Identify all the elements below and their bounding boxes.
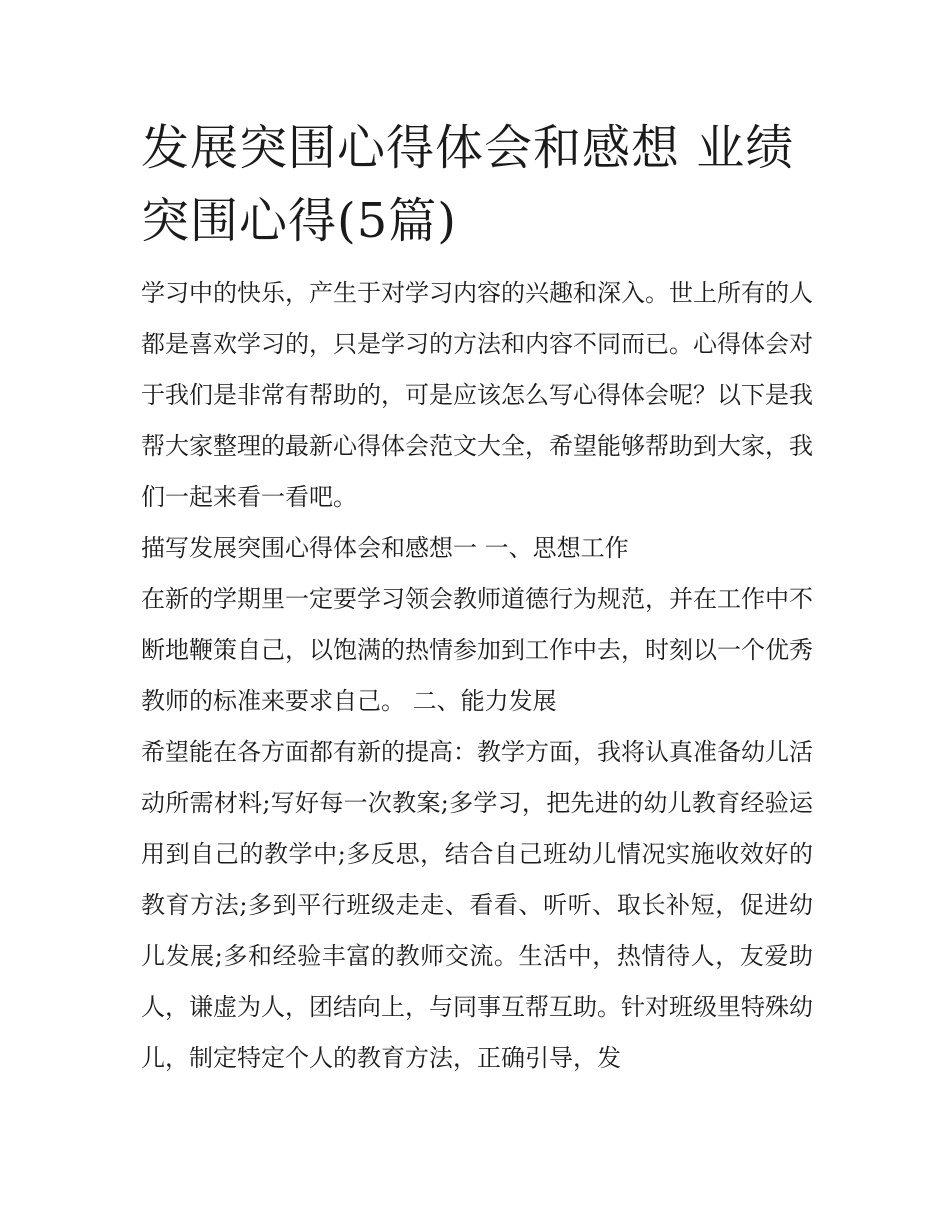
body-paragraph: 在新的学期里一定要学习领会教师道德行为规范，并在工作中不断地鞭策自己，以饱满的热情参加到工作中去，时刻以一个优秀教师的标准来要求自己。 二、能力发展 [141, 585, 813, 715]
intro-paragraph: 学习中的快乐，产生于对学习内容的兴趣和深入。世上所有的人都是喜欢学习的，只是学习的方法和内容不同而已。心得体会对于我们是非常有帮助的，可是应该怎么写心得体会呢？以下是我帮大家整理的最新心得体会范文大全，希望能够帮助到大家，我们一起来看一看吧。 [141, 279, 813, 511]
section-heading: 描写发展突围心得体会和感想一 一、思想工作 [141, 534, 629, 562]
document-page [141, 112, 813, 1084]
body-paragraph: 希望能在各方面都有新的提高：教学方面，我将认真准备幼儿活动所需材料;写好每一次教案;多学习，把先进的幼儿教育经验运用到自己的教学中;多反思，结合自己班幼儿情况实施收效好的教育方法;多到平行班级走走、看看、听听、取长补短，促进幼儿发展;多和经验丰富的教师交流。生活中，热情待人，友爱助人，谦虚为人，团结向上，与同事互帮互助。针对班级里特殊幼儿，制定特定个人的教育方法，正确引导，发 [141, 738, 813, 1072]
document-title: 发展突围心得体会和感想 业绩突围心得(5篇) [141, 120, 795, 249]
